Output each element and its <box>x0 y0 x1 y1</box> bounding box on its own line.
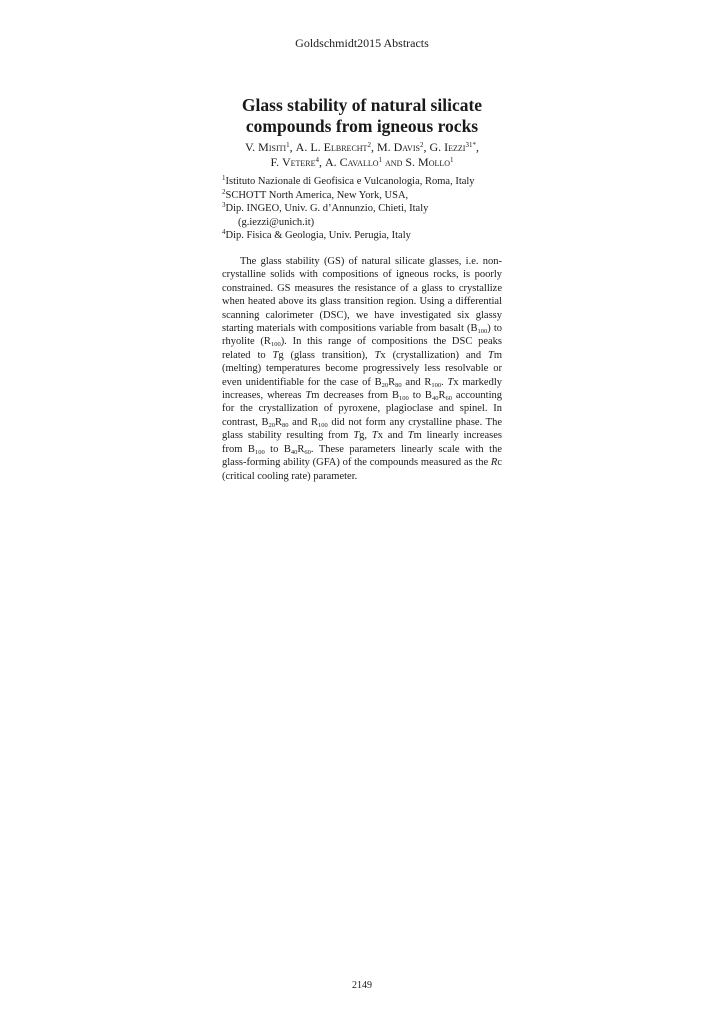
affiliation-2: $^2$SCHOTT North America, New York, USA, <box>222 187 409 201</box>
running-header: Goldschmidt2015 Abstracts <box>295 36 429 50</box>
affiliation-4: $^4$Dip. Fisica & Geologia, Univ. Perugia, Italy <box>222 228 411 241</box>
page-number: 2149 <box>352 980 372 991</box>
affiliation-1: $^1$Istituto Nazionale di Geofisica e Vulcanologia, Roma, Italy <box>222 174 475 187</box>
title-line-1: Glass stability of natural silicate <box>241 95 483 115</box>
affiliations <box>222 175 522 243</box>
author-vetere: F. Vetere$^4$, <box>270 155 326 169</box>
affiliation-3: $^3$Dip. INGEO, Univ. G. d’Annunzio, Chieti, Italy <box>222 201 429 214</box>
author-iezzi: G. Iezzi$^{31*}$, <box>429 140 479 154</box>
author-elbrecht: A. L. Elbrecht$^2$, <box>295 140 377 154</box>
author-davis: M. Davis$^2$, <box>376 140 430 154</box>
abstract-body: The glass stability (GS) of natural silicate glasses, i.e. non-crystalline solids with compositions of igneous rocks, is poorly constrained. GS measures the resistance of a glass to crystallize when heated above its glass transition region. Using a differential scanning calorimeter (DSC), we have investigated six glassy starting materials with compositions variable from basalt $(B_{100})$ to rhyolite $(R_{100})$. In this range of compositions the DSC peaks related to Tg (glass transition), Tx (crystallization) and Tm (melting) temperatures become progressively less resolvable or even unidentifiable for the case of $B_{20}R_{80}$ and $R_{100}$. Tx markedly increases, whereas Tm decreases from $B_{100}$ to $B_{40}R_{60}$ accounting for the crystallization of pyroxene, plagioclase and spinel. In contrast, $B_{20}R_{80}$ and $R_{100}$ did not form any crystalline phase. The glass stability resulting from Tg, Tx and Tm linearly increases from $B_{100}$ to $B_{40}R_{60}$. These parameters linearly scale with the glass-forming ability (GFA) of the compounds measured as the Rc (critical cooling rate) parameter. <box>222 256 503 482</box>
author-list <box>180 140 544 170</box>
author-cavallo: A. Cavallo$^1$ and <box>325 155 406 169</box>
author-misiti: V. Misiti$^1$, <box>245 140 296 154</box>
affiliation-3-email: (g.iezzi@unich.it) <box>238 216 315 228</box>
title-line-2: compounds from igneous rocks <box>245 116 479 136</box>
paper-title <box>180 95 544 137</box>
author-mollo: S. Mollo$^1$ <box>405 155 454 169</box>
